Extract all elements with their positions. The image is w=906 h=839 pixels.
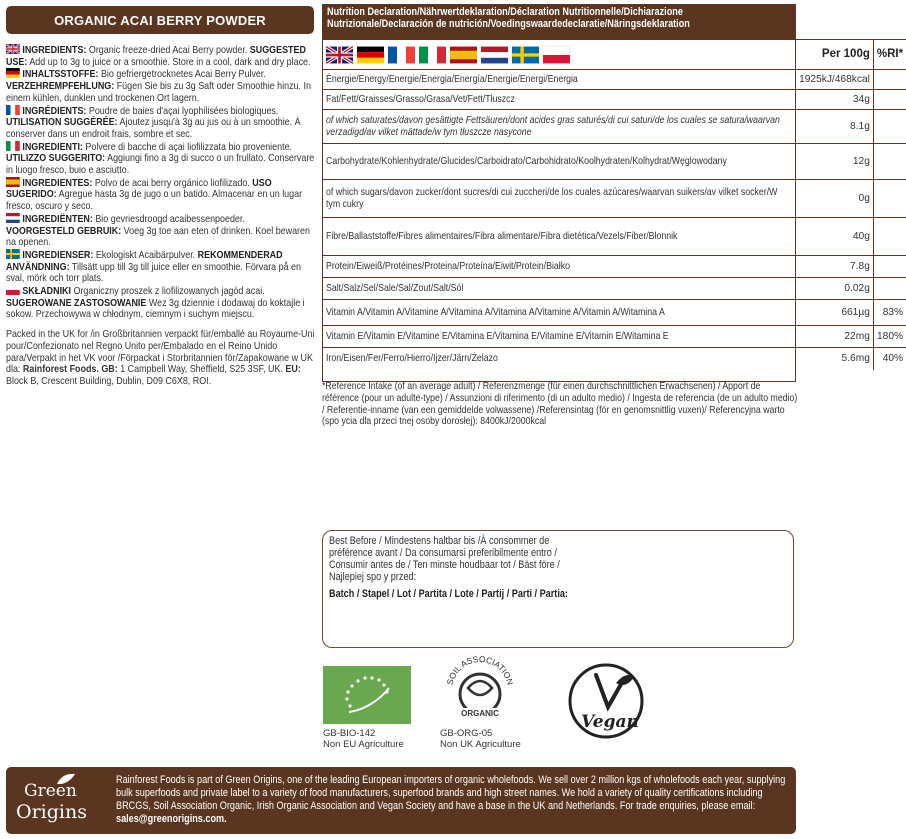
nutrient-value: 22mg bbox=[796, 326, 874, 348]
nutrient-value: 1925kJ/468kcal bbox=[796, 70, 874, 90]
batch-text: Batch / Stapel / Lot / Partita / Lote / Partij / Parti / Partia: bbox=[329, 588, 568, 600]
ingredient-block-fr: INGRÉDIENTS: Poudre de baies d'açai lyophilisées biologiques. UTILISATION SUGGÉRÉE: Ajoutez jusqu'à 3g au jus ou à un smoothie. À conserver dans un endroit frais, sombre et sec. bbox=[6, 105, 301, 140]
ingredients-list bbox=[6, 44, 316, 321]
soil-association-caption: GB-ORG-05 Non UK Agriculture bbox=[440, 728, 521, 750]
nutrient-label: Iron/Eisen/Fer/Ferro/Hierro/Ijzer/Järn/Żelazo bbox=[326, 352, 498, 364]
nutrient-label: Vitamin E/Vitamin E/Vitamine E/Vitamina E/Vitamina E/Vitamine E/Vitamin E/Witamina E bbox=[326, 330, 669, 342]
nutrient-value: 34g bbox=[796, 90, 874, 110]
ingredient-block-es: INGREDIENTES: Polvo de acai berry orgánico liofilizado. USO SUGERIDO: Agregue hasta 3g de jugo o un batido. Almacenar en un lugar fresco, oscuro y seco. bbox=[6, 177, 303, 213]
nutrient-ri bbox=[873, 256, 906, 278]
packed-for-text: Packed in the UK for /in Großbritannien verpackt für/emballé au Royaume-Uni pour/Confezionato nel Regno Unito per/Embalado en el Reino Unido para/Verpakt in het VK voor /Förpackat i Storbritannien för/Zapakowane w UK dla: Rainforest Foods. GB: 1 Campbell Way, Sheffield, S25 3SF, UK. EU: Block B, Crescent Building, Dublin, D09 C6X8, ROI. bbox=[6, 329, 315, 387]
nutrient-ri bbox=[873, 90, 906, 110]
flag-pl-icon bbox=[6, 285, 20, 295]
nutrient-value: 5.6mg bbox=[796, 348, 874, 370]
soil-association-logo-icon bbox=[440, 650, 520, 730]
best-before-box bbox=[322, 530, 794, 648]
green-origins-logo: Green Origins bbox=[16, 773, 106, 829]
nutrient-value: 8.1g bbox=[796, 110, 874, 144]
svg-text:SOIL ASSOCIATION: SOIL ASSOCIATION bbox=[444, 653, 516, 686]
flag-fr-icon bbox=[388, 46, 415, 64]
nutrient-label: of which saturates/davon gesättigte Fettsäuren/dont acides gras saturés/di cui saturi/de los cuales se satura/waarvan verzadigd/av vilket mättade/w tym tłuszcze nasycone bbox=[326, 114, 780, 138]
flag-es-icon bbox=[6, 177, 20, 187]
nutrition-row bbox=[323, 70, 906, 90]
best-before-text: Best Before / Mindestens haltbar bis /À consommer de préférence avant / Da consumarsi preferibilmente entro / Consumir antes de / Ten minste houdbaar tot / Bäst före / Najlepiej spo y przed: bbox=[329, 535, 560, 583]
flag-se-icon bbox=[6, 249, 20, 259]
nutrient-label: Vitamin A/Vitamin A/Vitamine A/Vitamina A/Vitamina A/Vitamine A/Vitamin A/Witamina A bbox=[326, 306, 665, 318]
nutrient-label: Énergie/Energy/Energie/Energia/Energía/Energie/Energi/Energia bbox=[326, 73, 578, 85]
nutrition-row bbox=[323, 278, 906, 300]
ingredient-block-se: INGREDIENSER: Ekologiskt Acaibärpulver. REKOMMENDERAD ANVÄNDNING: Tillsätt upp till 3g till juice eller en smoothie. Förvara på en sval, mörk och torr plats. bbox=[6, 249, 302, 285]
language-flags bbox=[326, 46, 792, 64]
nutrient-ri: 83% bbox=[873, 300, 906, 326]
ingredient-block-de: INHALTSSTOFFE: Bio gefriergetrocknetes Acai Berry Pulver. VERZEHREMPFEHLUNG: Fügen Sie bis zu 3g Saft oder Smoothie hinzu. In einem kühlen, dunklen und trockenen Ort lagern. bbox=[6, 69, 311, 104]
nutrition-row bbox=[323, 110, 906, 144]
flag-nl-icon bbox=[6, 213, 20, 223]
nutrient-value: 0.02g bbox=[796, 278, 874, 300]
product-title: ORGANIC ACAI BERRY POWDER bbox=[6, 6, 314, 34]
flag-de-icon bbox=[6, 68, 20, 78]
nutrient-value: 7.8g bbox=[796, 256, 874, 278]
nutrient-value: 40g bbox=[796, 218, 874, 256]
flag-se-icon bbox=[512, 46, 539, 64]
nutrient-label: of which sugars/davon zucker/dont sucres/di cui zuccheri/de los cuales azúcares/waarvan suikers/av vilket socker/W tym cukry bbox=[326, 186, 778, 210]
ri-header: %RI* bbox=[873, 40, 906, 70]
nutrient-value: 0g bbox=[796, 180, 874, 218]
flag-it-icon bbox=[6, 141, 20, 151]
footer-banner bbox=[6, 767, 796, 834]
vegan-logo-icon bbox=[566, 661, 648, 743]
nutrient-ri: 180% bbox=[873, 326, 906, 348]
flag-uk-icon bbox=[6, 44, 20, 54]
flag-pl-icon bbox=[543, 46, 570, 64]
nutrient-value: 12g bbox=[796, 144, 874, 180]
flag-nl-icon bbox=[481, 46, 508, 64]
ingredients-column bbox=[6, 44, 316, 388]
nutrition-row bbox=[323, 300, 906, 326]
nutrient-ri bbox=[873, 278, 906, 300]
flag-es-icon bbox=[450, 46, 477, 64]
nutrition-header: Nutrition Declaration/Nährwertdeklaration/Déclaration Nutritionnelle/Dichiarazione Nutrizionale/Declaración de nutrición/Voedingswaardedeclaratie/Näringsdeklaration bbox=[323, 5, 795, 39]
svg-text:ORGANIC: ORGANIC bbox=[461, 709, 499, 718]
flag-fr-icon bbox=[6, 105, 20, 115]
ingredient-block-nl: INGREDIËNTEN: Bio gevriesdroogd acaibessenpoeder. VOORGESTELD GEBRUIK: Voeg 3g toe aan eten of drinken. Koel bewaren na openen. bbox=[6, 213, 310, 249]
flag-de-icon bbox=[357, 46, 384, 64]
nutrition-panel bbox=[322, 4, 904, 382]
per-100g-header: Per 100g bbox=[796, 40, 874, 70]
nutrient-ri bbox=[873, 70, 906, 90]
nutrient-value: 661µg bbox=[796, 300, 874, 326]
nutrient-ri bbox=[873, 144, 906, 180]
ingredient-block-uk: INGREDIENTS: Organic freeze-dried Acai Berry powder. SUGGESTED USE: Add up to 3g to juice or a smoothie. Store in a cool, dark and dry place. bbox=[6, 45, 311, 68]
flags-header-row bbox=[323, 40, 906, 70]
footer-text: Rainforest Foods is part of Green Origins, one of the leading European importers of organic wholefoods. We sell over 2 million kgs of wholefoods each year, supplying bulk superfoods and private label to a variety of food manufacturers, superfood brands and high street names. We hold a variety of quality certifications including BRCGS, Soil Association Organic, Irish Organic Association and Vegan Society and have a base in the UK and Netherlands. For trade enquiries, please email: sales@greenorigins.com. bbox=[116, 774, 786, 825]
nutrition-row bbox=[323, 326, 906, 348]
flag-uk-icon bbox=[326, 46, 353, 64]
nutrient-label: Fat/Fett/Graisses/Grasso/Grasa/Vet/Fett/Tłuszcz bbox=[326, 93, 515, 105]
nutrition-row bbox=[323, 218, 906, 256]
ingredient-block-pl: SKŁADNIKI Organiczny proszek z liofilizowanych jagód acai. SUGEROWANE ZASTOSOWANIE Wez 3g dziennie i dodawaj do koktajle i sokow. Przechowywa w chłodnym, ciemnym i suchym miejscu. bbox=[6, 286, 305, 321]
eu-organic-caption: GB-BIO-142 Non EU Agriculture bbox=[323, 728, 404, 750]
nutrient-ri bbox=[873, 180, 906, 218]
nutrition-row bbox=[323, 256, 906, 278]
nutrient-ri bbox=[873, 218, 906, 256]
nutrition-row bbox=[323, 90, 906, 110]
nutrition-table bbox=[323, 39, 906, 370]
nutrient-label: Fibre/Ballaststoffe/Fibres alimentaires/Fibra alimentare/Fibra dietética/Vezels/Fiber/Błonnik bbox=[326, 230, 678, 242]
reference-intake-note: *Reference Intake (of an average adult) / Referenzmenge (für einen durchschnittlichen Erwachsenen) / Apport de référence (pour un adulte-type) / Assunzioni di riferimento (di un adulto medio) / Ingesta de referencia (de un adulto medio) / Referentie-inname (van een gemiddelde volwassene) /Referensintag (för en genomsnittlig vuxen)/ Referencyjna warto (spo ycia dla przeci tnej osoby dorosłej): 8400kJ/2000kcal bbox=[322, 381, 798, 428]
nutrition-row bbox=[323, 348, 906, 370]
nutrient-label: Protein/Eiweiß/Protéines/Proteina/Proteína/Eiwit/Protein/Białko bbox=[326, 260, 570, 272]
svg-text:Vegan: Vegan bbox=[581, 712, 639, 732]
eu-organic-leaf-icon bbox=[323, 666, 411, 724]
nutrient-ri: 40% bbox=[873, 348, 906, 370]
nutrient-label: Salt/Salz/Sel/Sale/Sal/Zout/Salt/Sól bbox=[326, 282, 464, 294]
flag-it-icon bbox=[419, 46, 446, 64]
ingredient-block-it: INGREDIENTI: Polvere di bacche di açai liofilizzata bio proveniente. UTILIZZO SUGGERITO: Aggiungi fino a 3g di succo o un frullato. Conservare in luogo fresco, buio e asciutto. bbox=[6, 141, 315, 177]
nutrition-row bbox=[323, 180, 906, 218]
nutrition-row bbox=[323, 144, 906, 180]
nutrient-ri bbox=[873, 110, 906, 144]
nutrient-label: Carbohydrate/Kohlenhydrate/Glucides/Carboidrato/Carbohidrato/Koolhydraten/Kolhydrat/Węglowodany bbox=[326, 155, 727, 167]
